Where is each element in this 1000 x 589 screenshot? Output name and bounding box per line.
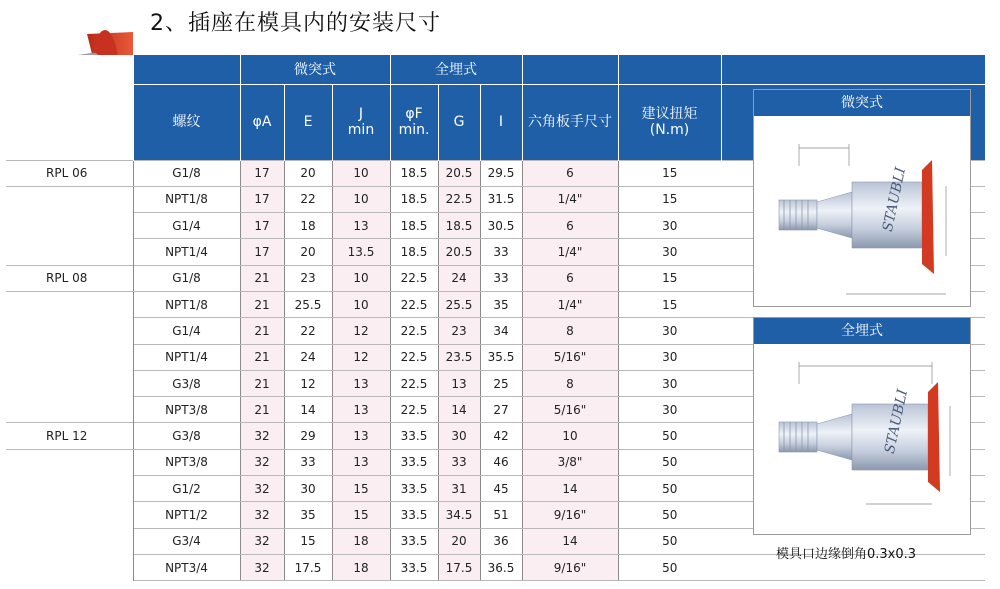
cell-j: 12 <box>332 344 390 370</box>
chamfer-note: 模具口边缘倒角0.3x0.3 <box>776 547 917 562</box>
model-cell <box>6 397 133 423</box>
col-phi-a: φA <box>240 84 284 160</box>
flush-mount-diagram <box>754 116 970 306</box>
brand-mark: STAUBLI <box>879 166 910 234</box>
model-cell: RPL 12 <box>6 423 133 449</box>
model-cell <box>6 528 133 554</box>
cell-phia: 17 <box>240 160 284 186</box>
recessed-mount-panel <box>753 317 971 535</box>
header-cell <box>133 55 240 84</box>
cell-g: 17.5 <box>438 554 480 580</box>
col-torque-label: 建议扭矩 <box>641 106 698 122</box>
cell-j: 13 <box>332 449 390 475</box>
cell-i: 36.5 <box>480 554 522 580</box>
cell-g: 30 <box>438 423 480 449</box>
cell-wrench: 1/4" <box>522 186 618 212</box>
cell-phia: 32 <box>240 423 284 449</box>
cell-phia: 21 <box>240 397 284 423</box>
cell-j: 18 <box>332 528 390 554</box>
cell-thread: NPT1/8 <box>133 186 240 212</box>
model-cell <box>6 186 133 212</box>
cell-phif: 33.5 <box>390 528 438 554</box>
header-spacer <box>6 55 133 84</box>
cell-i: 42 <box>480 423 522 449</box>
cell-j: 15 <box>332 502 390 528</box>
model-cell <box>6 213 133 239</box>
recessed-panel-title: 全埋式 <box>754 318 970 344</box>
cell-thread: G1/4 <box>133 318 240 344</box>
col-i: I <box>480 84 522 160</box>
cell-j: 13 <box>332 397 390 423</box>
model-cell <box>6 291 133 317</box>
cell-phif: 22.5 <box>390 291 438 317</box>
cell-e: 29 <box>284 423 332 449</box>
cell-j: 10 <box>332 291 390 317</box>
cell-i: 29.5 <box>480 160 522 186</box>
recessed-mount-diagram <box>754 344 970 534</box>
cell-e: 20 <box>284 160 332 186</box>
model-cell <box>6 554 133 580</box>
cell-phif: 33.5 <box>390 476 438 502</box>
cell-g: 23 <box>438 318 480 344</box>
cell-wrench: 3/8" <box>522 449 618 475</box>
flush-group-header: 微突式 <box>240 55 390 84</box>
header-cell <box>618 55 721 84</box>
cell-wrench: 6 <box>522 265 618 291</box>
group-header-row <box>6 55 985 84</box>
cell-phif: 18.5 <box>390 160 438 186</box>
cell-phif: 18.5 <box>390 186 438 212</box>
cell-phia: 21 <box>240 291 284 317</box>
col-phi-f <box>390 84 438 160</box>
cell-g: 33 <box>438 449 480 475</box>
col-thread: 螺纹 <box>133 84 240 160</box>
cell-torque: 15 <box>618 265 721 291</box>
cell-g: 22.5 <box>438 186 480 212</box>
cell-phif: 18.5 <box>390 213 438 239</box>
flush-panel-title: 微突式 <box>754 90 970 116</box>
cell-wrench: 6 <box>522 160 618 186</box>
cell-g: 20.5 <box>438 160 480 186</box>
cell-i: 35 <box>480 291 522 317</box>
cell-torque: 30 <box>618 213 721 239</box>
cell-j: 18 <box>332 554 390 580</box>
cell-i: 35.5 <box>480 344 522 370</box>
cell-g: 25.5 <box>438 291 480 317</box>
cell-phif: 18.5 <box>390 239 438 265</box>
cell-torque: 30 <box>618 370 721 396</box>
cell-e: 12 <box>284 370 332 396</box>
cell-i: 27 <box>480 397 522 423</box>
col-g: G <box>438 84 480 160</box>
cell-torque: 50 <box>618 423 721 449</box>
model-cell <box>6 344 133 370</box>
cell-i: 36 <box>480 528 522 554</box>
cell-phia: 17 <box>240 186 284 212</box>
model-cell <box>6 370 133 396</box>
cell-j: 13 <box>332 423 390 449</box>
cell-thread: NPT1/4 <box>133 344 240 370</box>
cell-wrench: 14 <box>522 528 618 554</box>
cell-j: 13.5 <box>332 239 390 265</box>
model-cell <box>6 502 133 528</box>
cell-thread: NPT3/4 <box>133 554 240 580</box>
cell-i: 25 <box>480 370 522 396</box>
cell-j: 13 <box>332 213 390 239</box>
cell-g: 20.5 <box>438 239 480 265</box>
cell-phia: 17 <box>240 213 284 239</box>
page-title: 2、插座在模具内的安装尺寸 <box>150 11 441 36</box>
col-j-unit: min <box>347 122 375 138</box>
cell-thread: G1/4 <box>133 213 240 239</box>
cell-phif: 33.5 <box>390 554 438 580</box>
cell-e: 25.5 <box>284 291 332 317</box>
cell-phif: 22.5 <box>390 397 438 423</box>
cell-i: 30.5 <box>480 213 522 239</box>
cell-thread: G3/4 <box>133 528 240 554</box>
cell-phia: 21 <box>240 265 284 291</box>
cell-phia: 32 <box>240 449 284 475</box>
header-cell <box>721 55 985 84</box>
cell-e: 17.5 <box>284 554 332 580</box>
cell-phif: 22.5 <box>390 344 438 370</box>
cell-e: 24 <box>284 344 332 370</box>
cell-i: 33 <box>480 239 522 265</box>
cell-phia: 21 <box>240 318 284 344</box>
cell-wrench: 10 <box>522 423 618 449</box>
cell-wrench: 9/16" <box>522 554 618 580</box>
cell-phif: 33.5 <box>390 423 438 449</box>
cell-i: 34 <box>480 318 522 344</box>
cell-g: 24 <box>438 265 480 291</box>
cell-e: 23 <box>284 265 332 291</box>
cell-phia: 21 <box>240 344 284 370</box>
cell-e: 35 <box>284 502 332 528</box>
cell-torque: 50 <box>618 554 721 580</box>
cell-e: 20 <box>284 239 332 265</box>
cell-e: 30 <box>284 476 332 502</box>
cell-i: 31.5 <box>480 186 522 212</box>
cell-e: 15 <box>284 528 332 554</box>
cell-wrench: 1/4" <box>522 291 618 317</box>
cell-wrench: 8 <box>522 318 618 344</box>
model-cell: RPL 08 <box>6 265 133 291</box>
cell-thread: NPT3/8 <box>133 449 240 475</box>
cell-wrench: 5/16" <box>522 397 618 423</box>
cell-e: 14 <box>284 397 332 423</box>
cell-phia: 32 <box>240 476 284 502</box>
header-spacer <box>6 84 133 160</box>
model-cell <box>6 449 133 475</box>
col-torque-unit: (N.m) <box>649 122 690 138</box>
cell-g: 31 <box>438 476 480 502</box>
cell-torque: 15 <box>618 160 721 186</box>
col-j-label: J <box>358 106 364 122</box>
cell-thread: G1/2 <box>133 476 240 502</box>
cell-j: 10 <box>332 265 390 291</box>
flush-mount-panel <box>753 89 971 307</box>
model-cell <box>6 476 133 502</box>
cell-i: 45 <box>480 476 522 502</box>
cell-phia: 32 <box>240 502 284 528</box>
cell-wrench: 1/4" <box>522 239 618 265</box>
cell-thread: G3/8 <box>133 423 240 449</box>
cell-thread: NPT1/2 <box>133 502 240 528</box>
cell-e: 22 <box>284 186 332 212</box>
cell-thread: NPT1/8 <box>133 291 240 317</box>
model-cell <box>6 318 133 344</box>
cell-phia: 21 <box>240 370 284 396</box>
recessed-group-header: 全埋式 <box>390 55 522 84</box>
cell-e: 33 <box>284 449 332 475</box>
model-cell <box>6 239 133 265</box>
cell-wrench: 6 <box>522 213 618 239</box>
col-phi-f-label: φF <box>405 106 423 122</box>
header-cell <box>522 55 618 84</box>
cell-j: 12 <box>332 318 390 344</box>
cell-e: 22 <box>284 318 332 344</box>
cell-g: 34.5 <box>438 502 480 528</box>
cell-j: 10 <box>332 186 390 212</box>
col-wrench: 六角板手尺寸 <box>522 84 618 160</box>
cell-torque: 50 <box>618 449 721 475</box>
cell-phia: 17 <box>240 239 284 265</box>
cell-wrench: 14 <box>522 476 618 502</box>
cell-i: 46 <box>480 449 522 475</box>
cell-e: 18 <box>284 213 332 239</box>
brand-mark: STAUBLI <box>881 388 912 456</box>
cell-torque: 15 <box>618 186 721 212</box>
cell-phif: 33.5 <box>390 502 438 528</box>
cell-phif: 22.5 <box>390 265 438 291</box>
cell-torque: 30 <box>618 397 721 423</box>
cell-torque: 50 <box>618 476 721 502</box>
col-phi-f-unit: min. <box>398 122 430 138</box>
cell-thread: G3/8 <box>133 370 240 396</box>
cell-j: 15 <box>332 476 390 502</box>
cell-i: 51 <box>480 502 522 528</box>
model-cell: RPL 06 <box>6 160 133 186</box>
cell-torque: 15 <box>618 291 721 317</box>
cell-phif: 22.5 <box>390 370 438 396</box>
cell-phif: 22.5 <box>390 318 438 344</box>
cell-i: 33 <box>480 265 522 291</box>
cell-g: 14 <box>438 397 480 423</box>
cell-torque: 30 <box>618 344 721 370</box>
cell-phia: 32 <box>240 554 284 580</box>
cell-thread: G1/8 <box>133 265 240 291</box>
cell-phif: 33.5 <box>390 449 438 475</box>
cell-torque: 50 <box>618 528 721 554</box>
cell-wrench: 8 <box>522 370 618 396</box>
cell-torque: 30 <box>618 239 721 265</box>
col-torque <box>618 84 721 160</box>
cell-g: 18.5 <box>438 213 480 239</box>
cell-wrench: 5/16" <box>522 344 618 370</box>
cell-thread: NPT1/4 <box>133 239 240 265</box>
cell-torque: 30 <box>618 318 721 344</box>
cell-g: 23.5 <box>438 344 480 370</box>
cell-j: 10 <box>332 160 390 186</box>
cell-wrench: 9/16" <box>522 502 618 528</box>
cell-j: 13 <box>332 370 390 396</box>
cell-g: 13 <box>438 370 480 396</box>
cell-thread: G1/8 <box>133 160 240 186</box>
cell-g: 20 <box>438 528 480 554</box>
cell-thread: NPT3/8 <box>133 397 240 423</box>
cell-phia: 32 <box>240 528 284 554</box>
cell-torque: 50 <box>618 502 721 528</box>
col-e: E <box>284 84 332 160</box>
col-j <box>332 84 390 160</box>
